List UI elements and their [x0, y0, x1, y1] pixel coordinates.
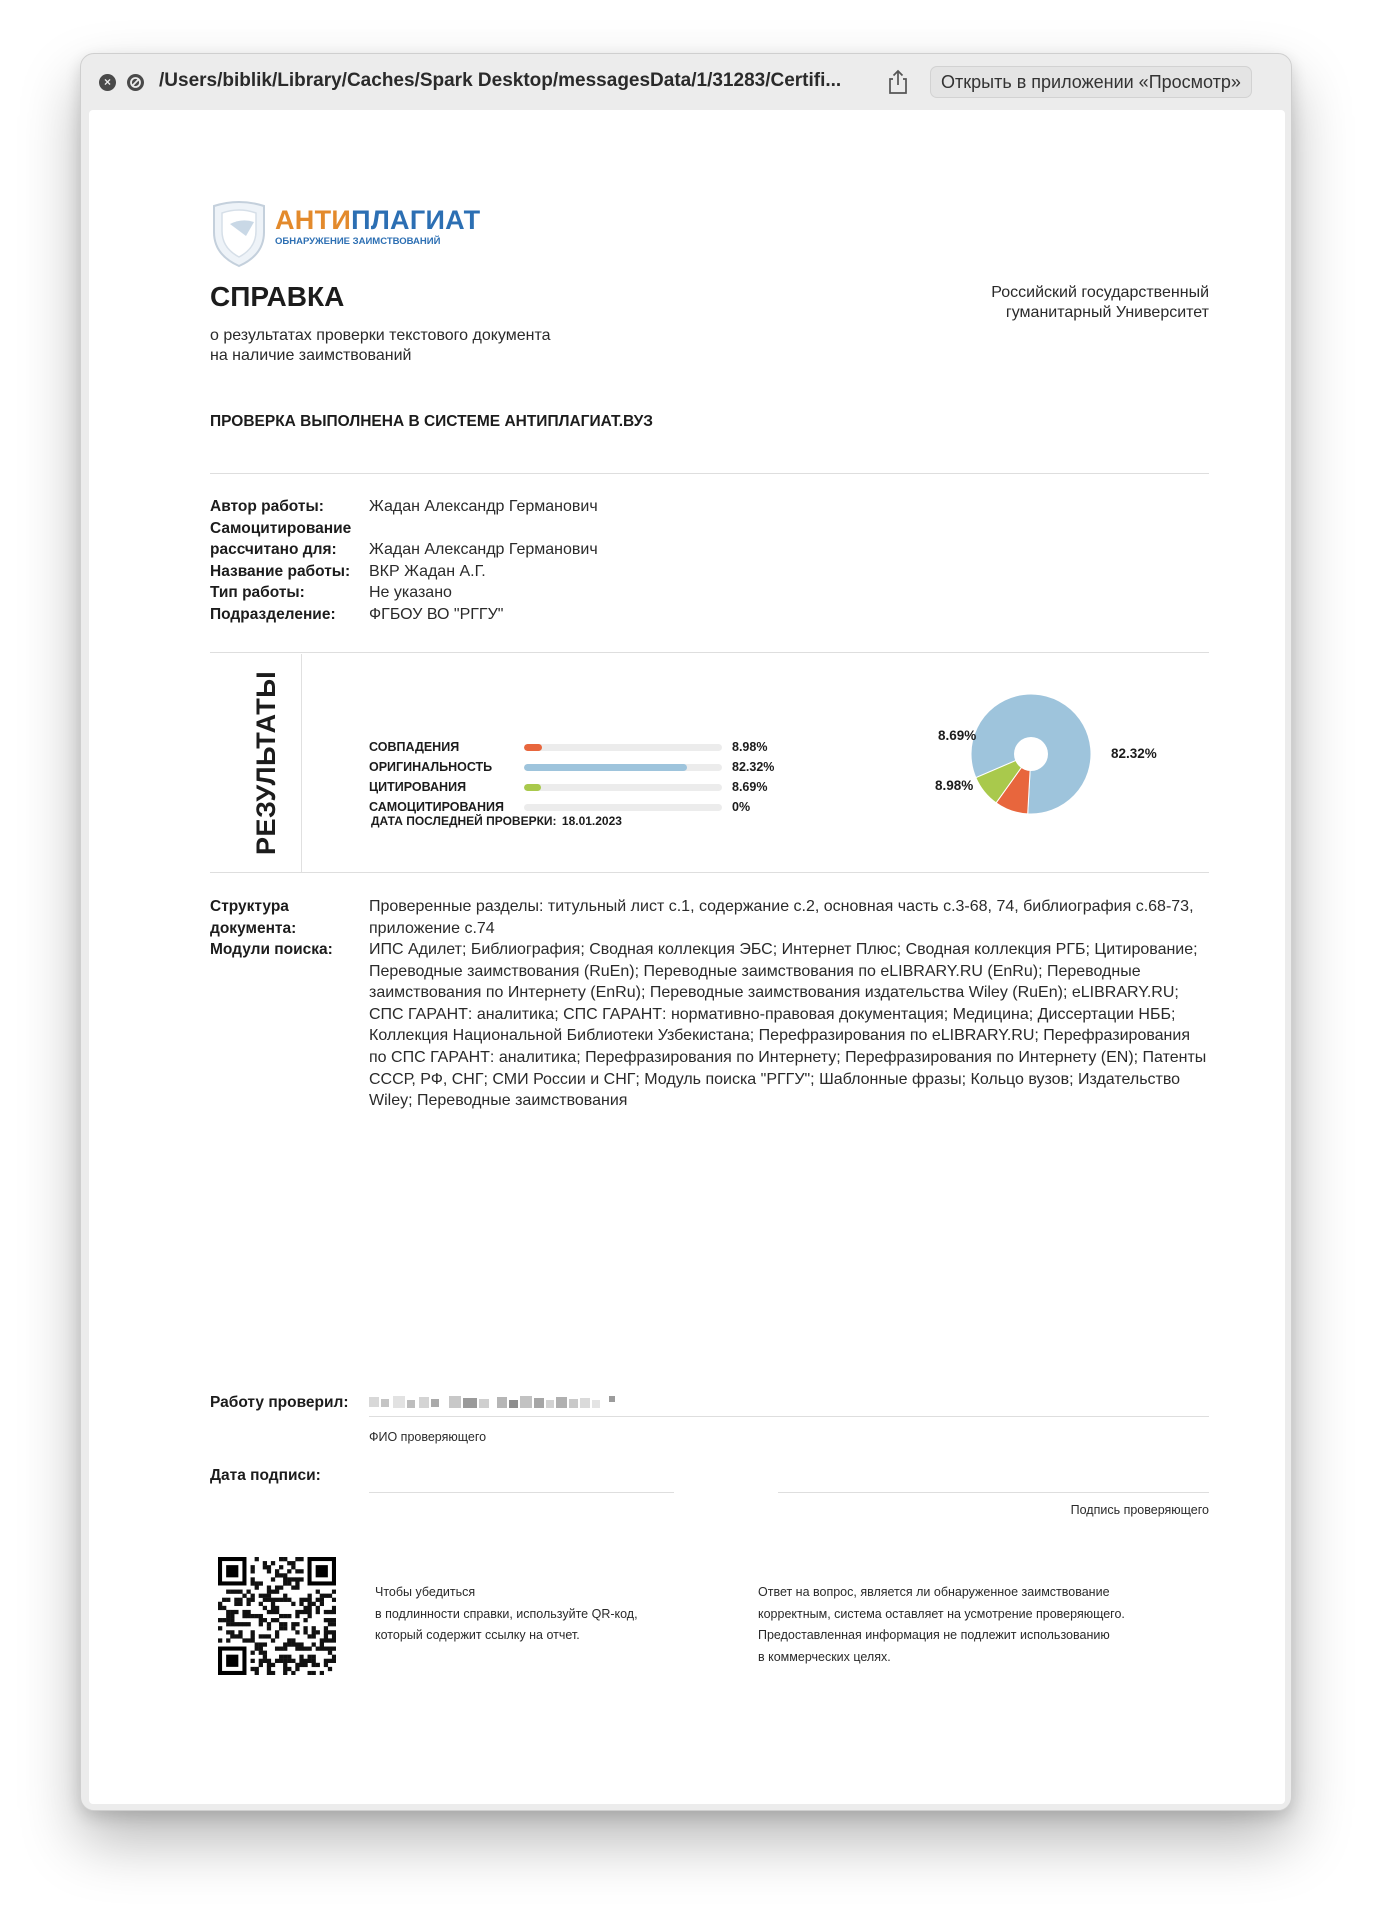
results-pie-chart: [935, 694, 1167, 854]
nosign-icon[interactable]: [127, 74, 144, 91]
work-type-label: Тип работы:: [210, 584, 305, 601]
result-bar-fill: [524, 784, 541, 791]
pie-hole: [1014, 737, 1048, 771]
signature-line: [369, 1416, 1209, 1417]
results-divider: [301, 654, 302, 872]
result-bar-track: [524, 744, 722, 751]
checked-by-label: Работу проверил:: [210, 1394, 349, 1411]
logo-tagline: ОБНАРУЖЕНИЕ ЗАИМСТВОВАНИЙ: [275, 236, 441, 247]
title-bar: [81, 54, 1291, 110]
author-value: Жадан Александр Германович: [369, 498, 598, 515]
result-value: 82.32%: [732, 760, 775, 774]
result-value: 8.98%: [732, 740, 768, 754]
redacted-name: [369, 1394, 624, 1412]
divider: [210, 473, 1209, 474]
file-path: /Users/biblik/Library/Caches/Spark Desktop/messagesData/1/31283/Certifi...: [159, 70, 842, 91]
result-label: САМОЦИТИРОВАНИЯ: [369, 800, 504, 814]
selfcite-label: Самоцитирование рассчитано для:: [210, 519, 352, 558]
close-icon[interactable]: ×: [99, 74, 116, 91]
result-bar-track: [524, 784, 722, 791]
fio-caption: ФИО проверяющего: [369, 1430, 487, 1444]
result-label: ОРИГИНАЛЬНОСТЬ: [369, 760, 493, 774]
qr-code[interactable]: [218, 1557, 336, 1675]
qr-note: Чтобы убедиться в подлинности справки, используйте QR-код, который содержит ссылку на отчет.: [375, 1585, 638, 1642]
document-subtitle: о результатах проверки текстового документа на наличие заимствований: [210, 327, 551, 364]
share-icon[interactable]: [886, 69, 910, 95]
divider: [210, 872, 1209, 873]
date-line: [369, 1492, 674, 1493]
department-value: ФГБОУ ВО "РГГУ": [369, 605, 504, 623]
disclaimer: Ответ на вопрос, является ли обнаруженное заимствование корректным, система оставляет на усмотрение проверяющего. Предоставленная информация не подлежит использованию в коммерческих целях.: [758, 1585, 1125, 1664]
organization: Российский государственный гуманитарный Университет: [991, 284, 1209, 321]
result-bar-track: [524, 764, 722, 771]
system-statement: ПРОВЕРКА ВЫПОЛНЕНА В СИСТЕМЕ АНТИПЛАГИАТ.ВУЗ: [210, 413, 653, 430]
open-in-preview-button[interactable]: Открыть в приложении «Просмотр»: [930, 66, 1252, 98]
work-name-value: ВКР Жадан А.Г.: [369, 562, 486, 580]
pie-slice-label: 82.32%: [1111, 746, 1157, 761]
last-check-date: ДАТА ПОСЛЕДНЕЙ ПРОВЕРКИ: 18.01.2023: [371, 814, 622, 828]
result-value: 0%: [732, 800, 751, 814]
selfcite-value: Жадан Александр Германович: [369, 541, 598, 558]
logo-wordmark: АНТИПЛАГИАТ: [275, 205, 481, 235]
signature-line: [778, 1492, 1209, 1493]
modules-value: ИПС Адилет; Библиография; Сводная коллекция ЭБС; Интернет Плюс; Сводная коллекция РГБ; Цитирование; Переводные заимствования (RuEn); Переводные заимствования по eLIBRARY.RU (EnRu); Переводные заимствования по Интернету (EnRu); Переводные заимствования издательства Wiley (RuEn); eLIBRARY.RU; СПС ГАРАНТ: аналитика; СПС ГАРАНТ: нормативно-правовая документация; Медицина; Диссертации НББ; Коллекция Национальной Библиотеки Узбекистана; Перефразирования по eLIBRARY.RU; Перефразирования по СПС ГАРАНТ: аналитика; Перефразирования по Интернету; Перефразирования по Интернету (EN); Патенты СССР, РФ, СНГ; СМИ России и СНГ; Модуль поиска "РГГУ"; Шаблонные фразы; Кольцо вузов; Издательство Wiley; Переводные заимствования: [369, 941, 1207, 1110]
department-label: Подразделение:: [210, 605, 336, 623]
results-heading: РЕЗУЛЬТАТЫ: [251, 670, 281, 855]
preview-window: [80, 53, 1292, 1811]
signature-caption: Подпись проверяющего: [1070, 1503, 1209, 1517]
sign-date-label: Дата подписи:: [210, 1467, 321, 1484]
work-name-label: Название работы:: [210, 562, 351, 580]
divider: [210, 652, 1209, 653]
shield-logo-icon: [210, 200, 268, 268]
document-page: [89, 110, 1285, 1804]
author-label: Автор работы:: [210, 498, 324, 515]
document-title: СПРАВКА: [210, 281, 345, 312]
modules-label: Модули поиска:: [210, 941, 333, 958]
result-bar-track: [524, 804, 722, 811]
structure-value: Проверенные разделы: титульный лист с.1, содержание с.2, основная часть с.3-68, 74, библиография с.68-73, приложение с.74: [369, 898, 1194, 937]
result-value: 8.69%: [732, 780, 768, 794]
result-bar-fill: [524, 764, 687, 771]
structure-label: Структура документа:: [210, 898, 297, 937]
result-bar-fill: [524, 744, 542, 751]
pie-slice-label: 8.69%: [938, 728, 977, 743]
result-label: СОВПАДЕНИЯ: [369, 740, 460, 754]
result-label: ЦИТИРОВАНИЯ: [369, 780, 467, 794]
work-type-value: Не указано: [369, 584, 452, 601]
pie-slice-label: 8.98%: [935, 778, 974, 793]
